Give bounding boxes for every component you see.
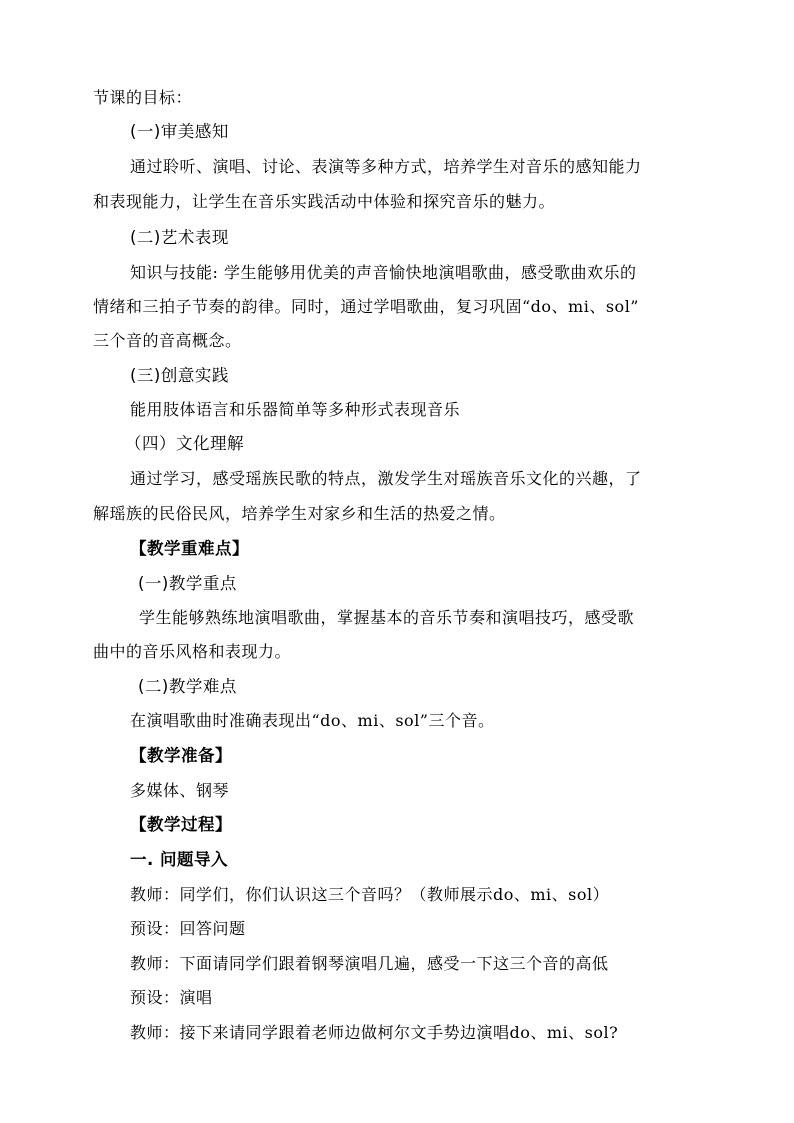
section-heading-creative: (三)创意实践	[130, 366, 229, 385]
section-title-preparation: 【教学准备】	[130, 746, 232, 765]
paragraph-line: 曲中的音乐风格和表现力。	[93, 642, 292, 661]
section-heading-aesthetic: (一)审美感知	[130, 122, 229, 141]
paragraph-line: 能用肢体语言和乐器简单等多种形式表现音乐	[130, 400, 461, 419]
section-title-key-points: 【教学重难点】	[130, 539, 249, 558]
paragraph-line: 情绪和三拍子节奏的韵律。同时，通过学唱歌曲，复习巩固“do、mi、sol”	[93, 297, 639, 316]
paragraph-line: 多媒体、钢琴	[130, 781, 230, 800]
subheading-difficulty: (二)教学难点	[138, 677, 237, 696]
step-heading-intro: 一. 问题导入	[130, 850, 229, 869]
paragraph-line: 三个音的音高概念。	[93, 331, 242, 350]
paragraph-line: 解瑶族的民俗民风，培养学生对家乡和生活的热爱之情。	[93, 504, 506, 523]
section-title-process: 【教学过程】	[130, 815, 232, 834]
paragraph-line: 通过聆听、演唱、讨论、表演等多种方式，培养学生对音乐的感知能力	[130, 157, 642, 176]
dialogue-line: 教师：接下来请同学跟着老师边做柯尔文手势边演唱do、mi、sol?	[130, 1023, 619, 1042]
paragraph-line: 学生能够熟练地演唱歌曲，掌握基本的音乐节奏和演唱技巧，感受歌	[139, 608, 635, 627]
paragraph-line: 通过学习，感受瑶族民歌的特点，激发学生对瑶族音乐文化的兴趣，了	[130, 469, 642, 488]
section-heading-culture: （四）文化理解	[125, 434, 244, 453]
paragraph-line: 知识与技能: 学生能够用优美的声音愉快地演唱歌曲，感受歌曲欢乐的	[130, 263, 637, 282]
section-heading-art: (二)艺术表现	[130, 228, 229, 247]
paragraph-line: 在演唱歌曲时准确表现出“do、mi、sol”三个音。	[130, 711, 495, 730]
dialogue-line: 预设：回答问题	[130, 919, 246, 938]
dialogue-line: 预设：演唱	[130, 988, 213, 1007]
dialogue-line: 教师：同学们，你们认识这三个音吗？（教师展示do、mi、sol）	[130, 885, 610, 904]
intro-line: 节课的目标：	[93, 88, 193, 107]
paragraph-line: 和表现能力，让学生在音乐实践活动中体验和探究音乐的魅力。	[93, 192, 556, 211]
subheading-key-point: (一)教学重点	[138, 574, 237, 593]
dialogue-line: 教师：下面请同学们跟着钢琴演唱几遍，感受一下这三个音的高低	[130, 954, 609, 973]
